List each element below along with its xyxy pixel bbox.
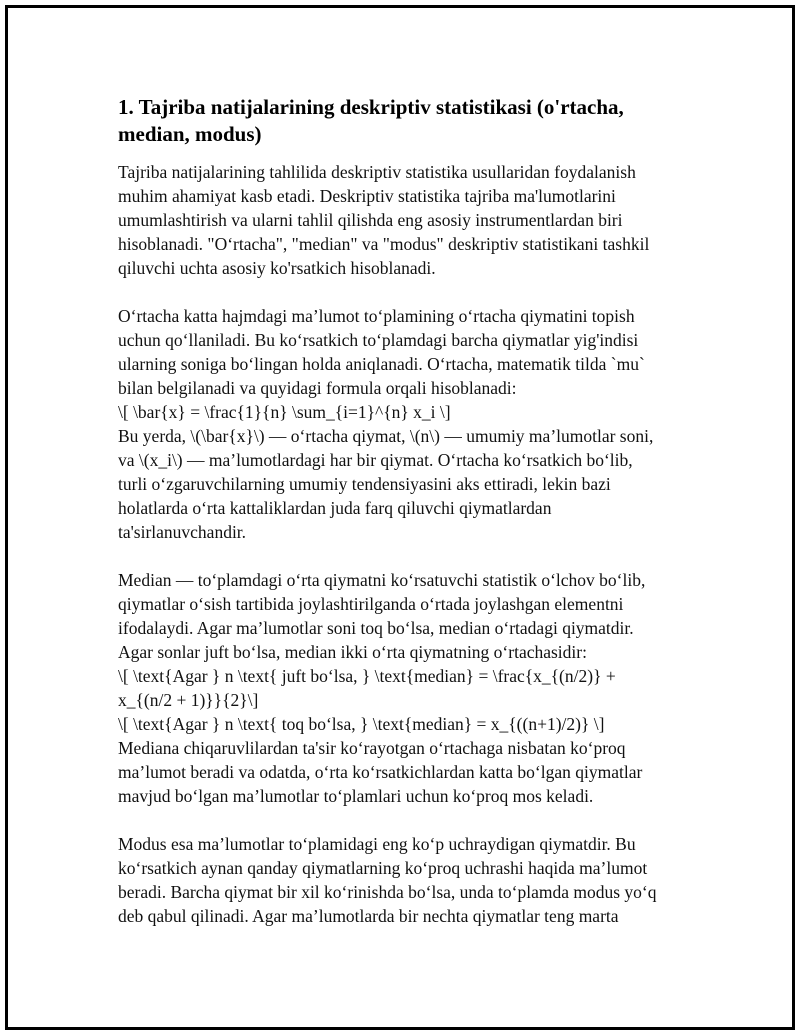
paragraph-line: Mediana chiqaruvlilardan ta'sir ko‘rayotgan o‘rtachaga nisbatan ko‘proq <box>118 738 626 758</box>
paragraph-intro <box>118 160 698 280</box>
paragraph-line: qiluvchi uchta asosiy ko'rsatkich hisoblanadi. <box>118 258 436 278</box>
paragraph-line: O‘rtacha katta hajmdagi ma’lumot to‘plamining o‘rtacha qiymatini topish <box>118 306 635 326</box>
paragraph-line: mavjud bo‘lgan ma’lumotlar to‘plamlari uchun ko‘proq mos keladi. <box>118 786 594 806</box>
paragraph-line: Modus esa ma’lumotlar to‘plamidagi eng ko‘p uchraydigan qiymatdir. Bu <box>118 834 636 854</box>
paragraph-line: ularning soniga bo‘lingan holda aniqlanadi. O‘rtacha, matematik tilda `mu` <box>118 354 645 374</box>
document-content <box>118 94 698 952</box>
formula-line: \[ \text{Agar } n \text{ toq bo‘lsa, } \text{median} = x_{((n+1)/2)} \] <box>118 714 605 734</box>
section-title-line: median, modus) <box>118 122 262 146</box>
paragraph-line: umumlashtirish va ularni tahlil qilishda eng asosiy instrumentlardan biri <box>118 210 623 230</box>
formula-line: \[ \bar{x} = \frac{1}{n} \sum_{i=1}^{n} x_i \] <box>118 402 451 422</box>
paragraph-line: uchun qo‘llaniladi. Bu ko‘rsatkich to‘plamdagi barcha qiymatlar yig'indisi <box>118 330 639 350</box>
paragraph-line: Median — to‘plamdagi o‘rta qiymatni ko‘rsatuvchi statistik o‘lchov bo‘lib, <box>118 570 646 590</box>
paragraph-line: va \(x_i\) — ma’lumotlardagi har bir qiymat. O‘rtacha ko‘rsatkich bo‘lib, <box>118 450 633 470</box>
formula-line: x_{(n/2 + 1)}}{2}\] <box>118 690 259 710</box>
paragraph-line: qiymatlar o‘sish tartibida joylashtirilganda o‘rtada joylashgan elementni <box>118 594 624 614</box>
paragraph-line: ta'sirlanuvchandir. <box>118 522 247 542</box>
paragraph-line: turli o‘zgaruvchilarning umumiy tendensiyasini aks ettiradi, lekin bazi <box>118 474 611 494</box>
paragraph-line: deb qabul qilinadi. Agar ma’lumotlarda bir nechta qiymatlar teng marta <box>118 906 619 926</box>
paragraph-line: Tajriba natijalarining tahlilida deskriptiv statistika usullaridan foydalanish <box>118 162 636 182</box>
paragraph-line: holatlarda o‘rta kattaliklardan juda farq qiluvchi qiymatlardan <box>118 498 552 518</box>
paragraph-line: beradi. Barcha qiymat bir xil ko‘rinishda bo‘lsa, unda to‘plamda modus yo‘q <box>118 882 657 902</box>
section-title-line: 1. Tajriba natijalarining deskriptiv statistikasi (o'rtacha, <box>118 95 624 119</box>
paragraph-line: Agar sonlar juft bo‘lsa, median ikki o‘rta qiymatning o‘rtachasidir: <box>118 642 587 662</box>
paragraph-line: ko‘rsatkich aynan qanday qiymatlarning ko‘proq uchrashi haqida ma’lumot <box>118 858 648 878</box>
formula-line: \[ \text{Agar } n \text{ juft bo‘lsa, } \text{median} = \frac{x_{(n/2)} + <box>118 666 616 686</box>
paragraph-line: bilan belgilanadi va quyidagi formula orqali hisoblanadi: <box>118 378 517 398</box>
document-page <box>5 5 795 1030</box>
paragraph-line: hisoblanadi. "O‘rtacha", "median" va "modus" deskriptiv statistikani tashkil <box>118 234 650 254</box>
paragraph-line: Bu yerda, \(\bar{x}\) — o‘rtacha qiymat, \(n\) — umumiy ma’lumotlar soni, <box>118 426 654 446</box>
paragraph-mode <box>118 832 698 928</box>
paragraph-line: ifodalaydi. Agar ma’lumotlar soni toq bo‘lsa, median o‘rtadagi qiymatdir. <box>118 618 634 638</box>
paragraph-mean <box>118 304 698 544</box>
paragraph-line: muhim ahamiyat kasb etadi. Deskriptiv statistika tajriba ma'lumotlarini <box>118 186 616 206</box>
paragraph-median <box>118 568 698 808</box>
section-title <box>118 94 698 148</box>
paragraph-line: ma’lumot beradi va odatda, o‘rta ko‘rsatkichlardan katta bo‘lgan qiymatlar <box>118 762 643 782</box>
